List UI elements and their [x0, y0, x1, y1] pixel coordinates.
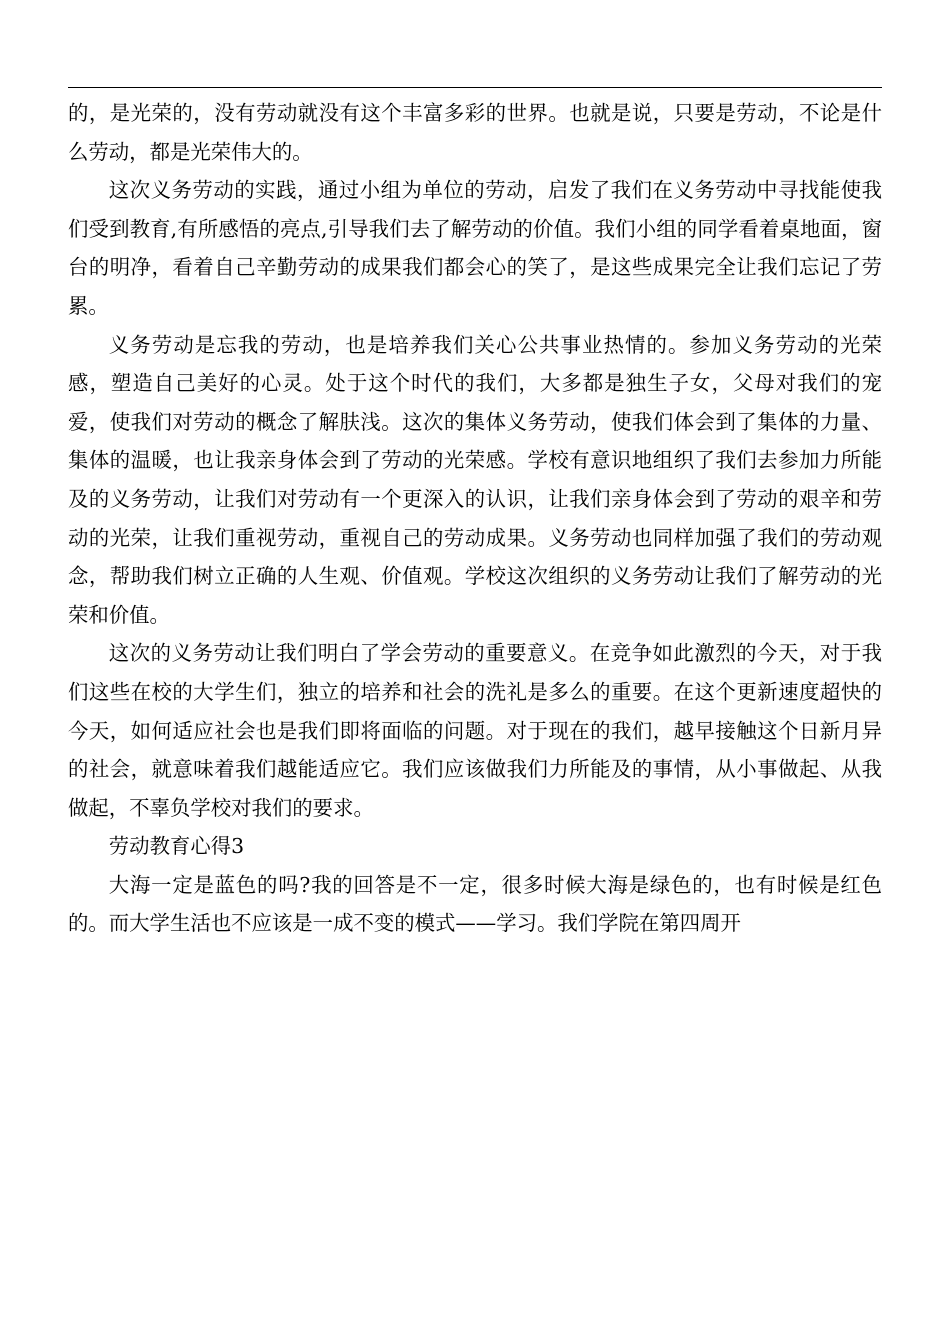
paragraph-1: 的，是光荣的，没有劳动就没有这个丰富多彩的世界。也就是说，只要是劳动，不论是什么劳动，都是光荣伟大的。 [68, 101, 882, 164]
paragraph-2: 这次义务劳动的实践，通过小组为单位的劳动，启发了我们在义务劳动中寻找能使我们受到教育,有所感悟的亮点,引导我们去了解劳动的价值。我们小组的同学看着桌地面，窗台的明净，看着自己辛勤劳动的成果我们都会心的笑了，是这些成果完全让我们忘记了劳累。 [68, 178, 882, 318]
paragraph-3: 义务劳动是忘我的劳动，也是培养我们关心公共事业热情的。参加义务劳动的光荣感，塑造自己美好的心灵。处于这个时代的我们，大多都是独生子女，父母对我们的宠爱，使我们对劳动的概念了解肤浅。这次的集体义务劳动，使我们体会到了集体的力量、集体的温暖，也让我亲身体会到了劳动的光荣感。学校有意识地组织了我们去参加力所能及的义务劳动，让我们对劳动有一个更深入的认识，让我们亲身体会到了劳动的艰辛和劳动的光荣，让我们重视劳动，重视自己的劳动成果。义务劳动也同样加强了我们的劳动观念，帮助我们树立正确的人生观、价值观。学校这次组织的义务劳动让我们了解劳动的光荣和价值。 [68, 332, 882, 627]
document-body [68, 94, 882, 943]
header-rule [68, 87, 882, 88]
paragraph-4: 这次的义务劳动让我们明白了学会劳动的重要意义。在竞争如此激烈的今天，对于我们这些在校的大学生们，独立的培养和社会的洗礼是多么的重要。在这个更新速度超快的今天，如何适应社会也是我们即将面临的问题。对于现在的我们，越早接触这个日新月异的社会，就意味着我们越能适应它。我们应该做我们力所能及的事情，从小事做起、从我做起，不辜负学校对我们的要求。 [68, 641, 882, 820]
section-heading: 劳动教育心得3 [108, 834, 245, 859]
closing-paragraph: 大海一定是蓝色的吗?我的回答是不一定，很多时候大海是绿色的，也有时候是红色的。而大学生活也不应该是一成不变的模式——学习。我们学院在第四周开 [68, 872, 882, 936]
